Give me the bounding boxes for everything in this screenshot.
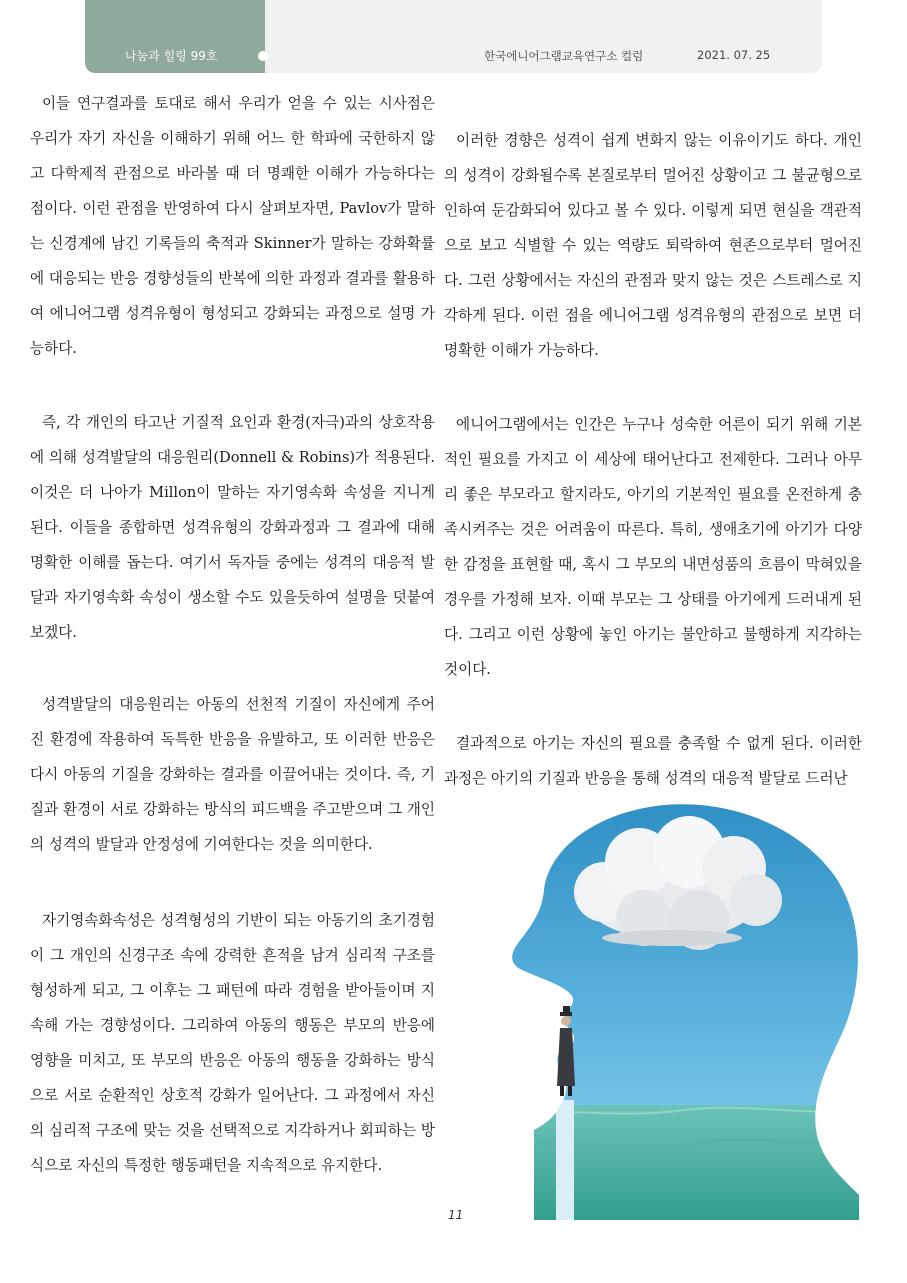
cliff — [556, 1100, 574, 1225]
publish-date: 2021. 07. 25 — [697, 48, 771, 62]
paragraph: 성격발달의 대응원리는 아동의 선천적 기질이 자신에게 주어진 환경에 작용하여 독특한 반응을 유발하고, 또 이러한 반응은 다시 아동의 기질을 강화하는 결과를 이끌어내는 것이다. 즉, 기질과 환경이 서로 강화하는 방식의 피드백을 주고받으며 그 개인의 성격의 발달과 안정성에 기여한다는 것을 의미한다. — [30, 696, 435, 853]
tab-dot-icon — [258, 51, 268, 61]
head-silhouette-illustration — [494, 800, 862, 1225]
paragraph: 이들 연구결과를 토대로 해서 우리가 얻을 수 있는 시사점은 우리가 자기 자신을 이해하기 위해 어느 한 학파에 국한하지 않고 다학제적 관점으로 바라볼 때 더 명쾌한 이해가 가능하다는 점이다. 이런 관점을 반영하여 다시 살펴보자면, Pavlov가 말하는 신경계에 남긴 기록들의 축적과 Skinner가 말하는 강화확률에 대응되는 반응 경향성들의 반복에 의한 과정과 결과를 활용하여 에니어그램 성격유형이 형성되고 강화되는 과정으로 설명 가능하다. — [30, 95, 435, 357]
paragraph: 에니어그램에서는 인간은 누구나 성숙한 어른이 되기 위해 기본적인 필요를 가지고 이 세상에 태어난다고 전제한다. 그러나 아무리 좋은 부모라고 할지라도, 아기의 기본적인 필요를 온전하게 충족시켜주는 것은 어려움이 따른다. 특히, 생애초기에 아기가 다양한 감정을 표현할 때, 혹시 그 부모의 내면성품의 흐름이 막혀있을 경우를 가정해 보자. 이때 부모는 그 상태를 아기에게 드러내게 된다. 그리고 이런 상황에 놓인 아기는 불안하고 불행하게 지각하는 것이다. — [444, 416, 862, 678]
sea — [494, 1105, 862, 1225]
issue-label: 나눔과 힐링 99호 — [125, 49, 218, 63]
page-header — [85, 0, 822, 73]
publisher-label: 한국에니어그램교육연구소 컬럼 — [484, 49, 644, 63]
left-column — [30, 86, 435, 1222]
paragraph: 이러한 경향은 성격이 쉽게 변화지 않는 이유이기도 하다. 개인의 성격이 강화될수록 본질로부터 멀어진 상황이고 그 불균형으로 인하여 둔감화되어 있다고 볼 수 있다. 이렇게 되면 현실을 객관적으로 보고 식별할 수 있는 역량도 퇴락하여 현존으로부터 멀어진다. 그런 상황에서는 자신의 관점과 맞지 않는 것은 스트레스로 지각하게 된다. 이런 점을 에니어그램 성격유형의 관점으로 보면 더 명확한 이해가 가능하다. — [444, 132, 862, 359]
paragraph: 자기영속화속성은 성격형성의 기반이 되는 아동기의 초기경험이 그 개인의 신경구조 속에 강력한 흔적을 남겨 심리적 구조를 형성하게 되고, 그 이후는 그 패턴에 따라 경험을 받아들이며 지속해 가는 경향성이다. 그리하여 아동의 행동은 부모의 반응에 영향을 미치고, 또 부모의 반응은 아동의 행동을 강화하는 방식으로 서로 순환적인 상호적 강화가 일어난다. 그 과정에서 자신의 심리적 구조에 맞는 것을 선택적으로 지각하거나 회피하는 방식으로 자신의 특정한 행동패턴을 지속적으로 유지한다. — [30, 912, 435, 1174]
paragraph: 즉, 각 개인의 타고난 기질적 요인과 환경(자극)과의 상호작용에 의해 성격발달의 대응원리(Donnell & Robins)가 적용된다. 이것은 더 나아가 Millon이 말하는 자기영속화 속성을 지니게 된다. 이들을 종합하면 성격유형의 강화과정과 그 결과에 대해 명확한 이해를 돕는다. 여기서 독자들 중에는 성격의 대응적 발달과 자기영속화 속성이 생소할 수도 있을듯하여 설명을 덧붙여 보겠다. — [30, 414, 435, 641]
issue-tab — [85, 0, 265, 73]
right-column — [444, 123, 862, 835]
page-number: 11 — [448, 1208, 464, 1222]
paragraph: 결과적으로 아기는 자신의 필요를 충족할 수 없게 된다. 이러한 과정은 아기의 기질과 반응을 통해 성격의 대응적 발달로 드러난 — [444, 735, 862, 787]
